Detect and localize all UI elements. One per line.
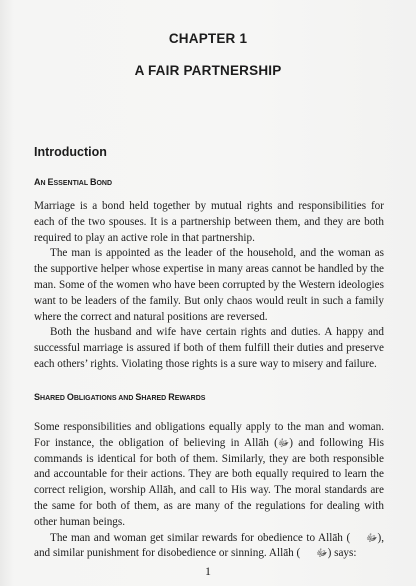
page-number: 1 <box>205 564 211 578</box>
section-body-shared <box>34 420 384 562</box>
subheading-shared-obligations: SHARED OBLIGATIONS AND SHARED REWARDS <box>34 392 206 402</box>
paragraph: Both the husband and wife have certain rights and duties. A happy and successful marriage is assured if both of them fulfill their duties and preserve each others’ rights. Violating those rights is a sure way to misery and failure. <box>34 326 384 370</box>
chapter-label: CHAPTER 1 <box>168 31 248 46</box>
subheading-essential-bond: AN ESSENTIAL BOND <box>34 177 113 187</box>
paragraph: The man and woman get similar rewards for obedience to Allāh ( ﷻ), and similar punishment for disobedience or sinning. Allāh ( ﷻ) says: <box>34 531 384 563</box>
honorific-glyph: ﷻ <box>316 548 328 560</box>
paragraph: Some responsibilities and obligations equally apply to the man and woman. For instance, the obligation of believing in Allāh (ﷻ) and following His commands is identical for both of them. Similarly, they are both responsible and accountable for their actions. They are both equally required to learn the correct religion, worship Allāh, and call to His way. The moral standards are the same for both of them, as are many of the regulations for dealing with other human beings. <box>34 421 384 528</box>
section-heading-introduction: Introduction <box>34 145 107 159</box>
paragraph: Marriage is a bond held together by mutual rights and responsibilities for each of the two spouses. It is a partnership between them, and they are both required to play an active role in that partnership. <box>34 200 384 244</box>
honorific-glyph: ﷻ <box>366 532 378 544</box>
honorific-glyph: ﷻ <box>277 437 290 449</box>
chapter-title: A FAIR PARTNERSHIP <box>134 63 282 78</box>
paragraph: The man is appointed as the leader of the household, and the woman as the supportive helper whose expertise in many areas cannot be handled by the man. Some of the women who have been corrupted by the Western ideologies want to be leaders of the family. But only chaos would reult in such a family where the correct and natural positions are reversed. <box>34 247 384 323</box>
section-body-introduction <box>34 199 384 373</box>
